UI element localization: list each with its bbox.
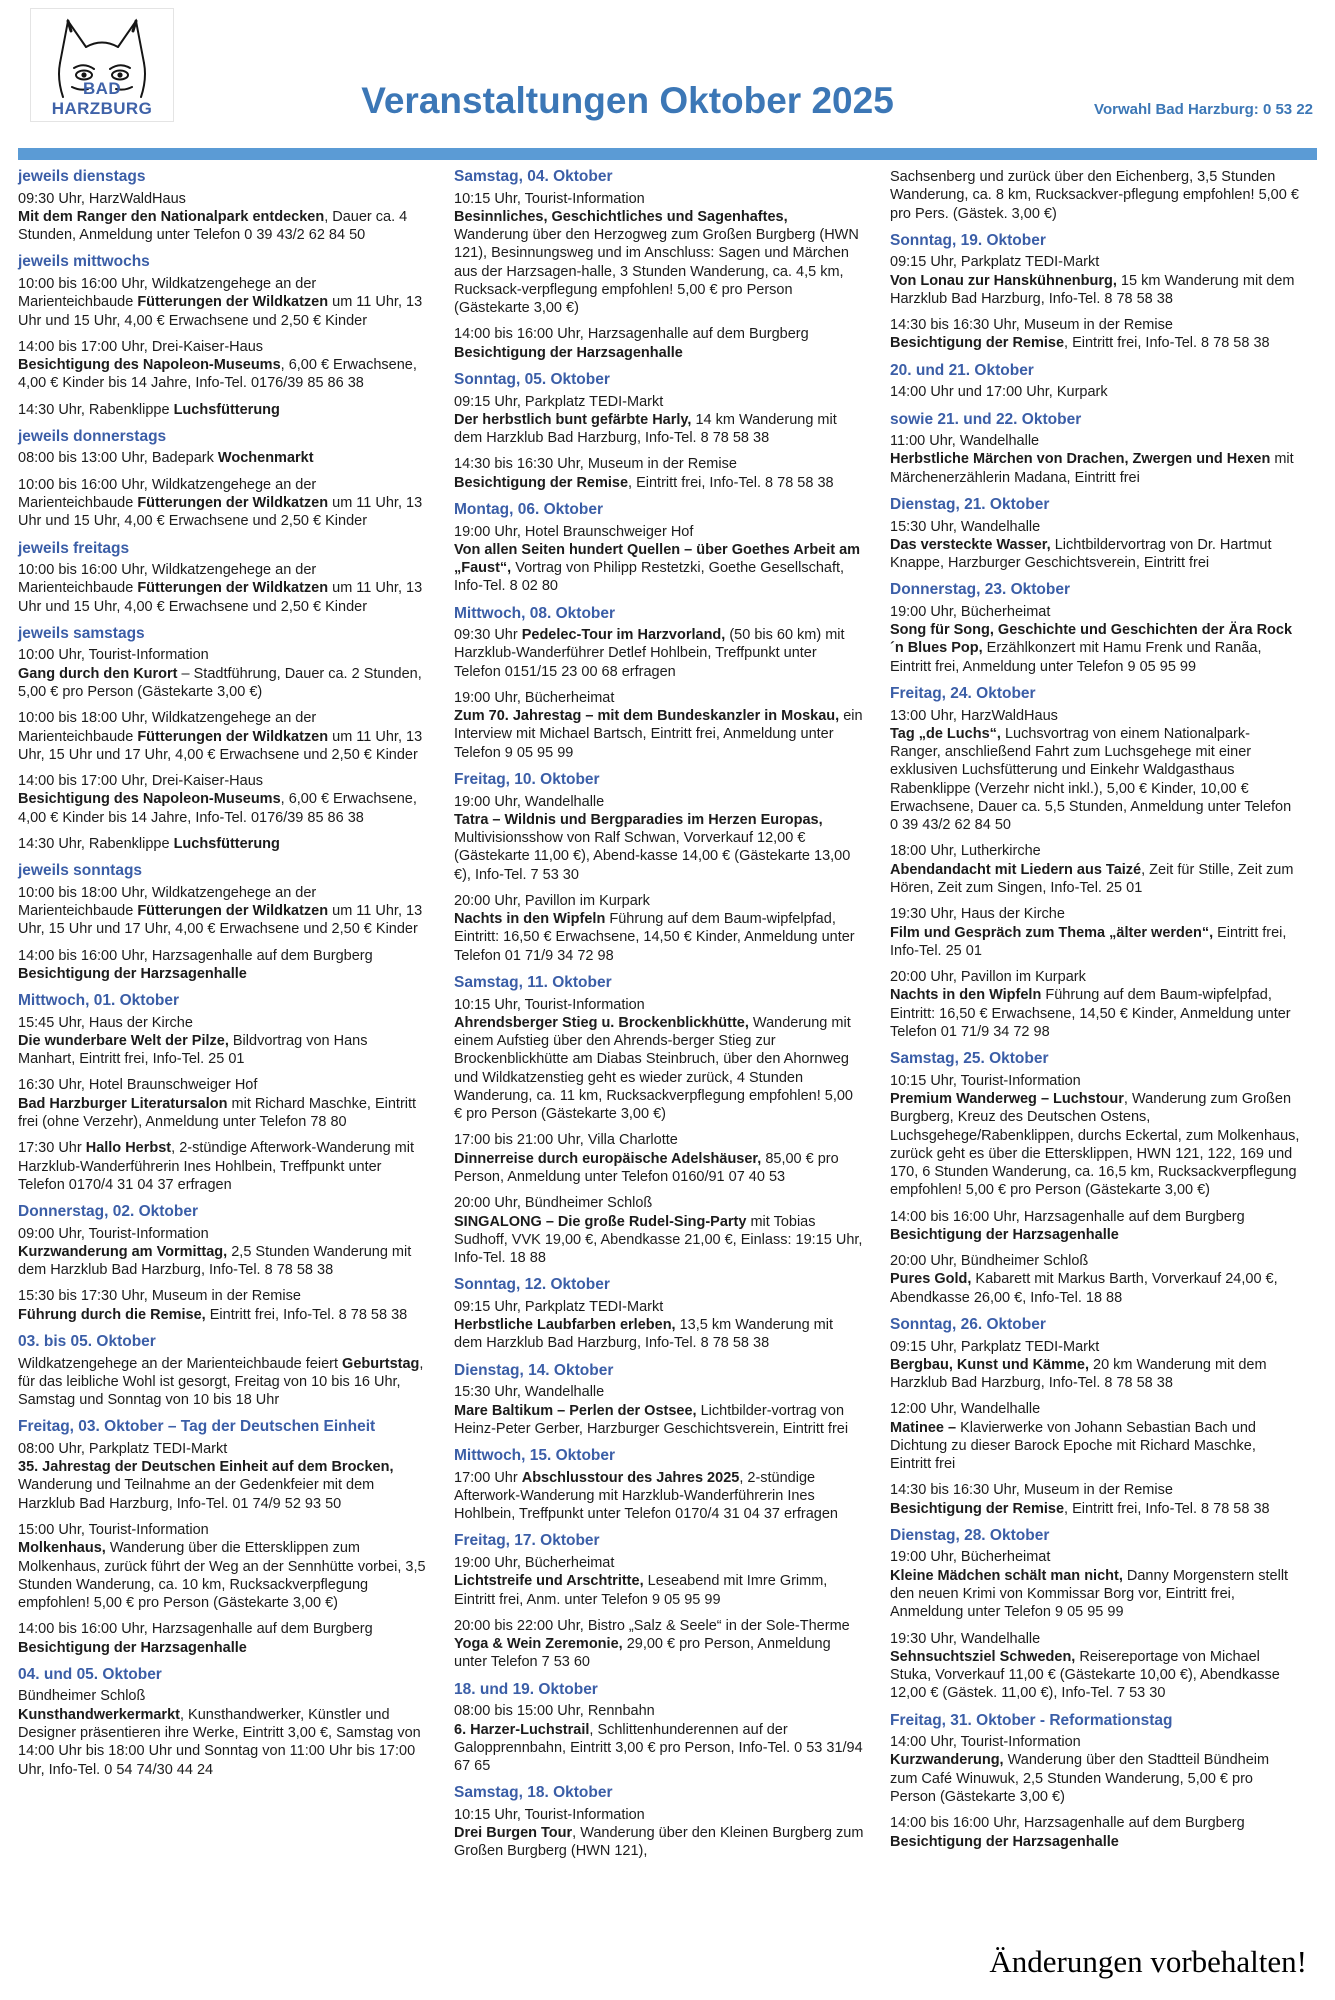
event-entry: 14:00 Uhr, Tourist-Information Kurzwanderung, Wanderung über den Stadtteil Bündheim zum Café Winuwuk, 2,5 Stunden Wanderung, 5,00 € pro Person (Gästekarte 3,00 €) xyxy=(890,1734,1270,1805)
event-entry: 14:00 bis 16:00 Uhr, Harzsagenhalle auf dem Burgberg Besichtigung der Harzsagenhalle xyxy=(18,947,373,982)
date-heading: Dienstag, 28. Oktober xyxy=(890,1526,1050,1544)
event-entry: 19:00 Uhr, Bücherheimat Lichtstreife und Arschtritte, Leseabend mit Imre Grimm, Eintritt frei, Anm. unter Telefon 9 05 95 99 xyxy=(454,1555,828,1608)
logo-text: BAD HARZBURG xyxy=(51,79,153,118)
column-2 xyxy=(454,168,864,1869)
event-entry: 14:30 bis 16:30 Uhr, Museum in der Remise Besichtigung der Remise, Eintritt frei, Info-Tel. 8 78 58 38 xyxy=(454,456,834,491)
event-entry: 17:00 bis 21:00 Uhr, Villa Charlotte Dinnerreise durch europäische Adelshäuser, 85,00 € pro Person, Anmeldung unter Telefon 0160/91 07 40 53 xyxy=(454,1132,839,1185)
date-heading: sowie 21. und 22. Oktober xyxy=(890,410,1082,428)
date-heading: Donnerstag, 23. Oktober xyxy=(890,581,1071,599)
date-heading: Freitag, 31. Oktober - Reformationstag xyxy=(890,1711,1173,1729)
event-entry: 09:15 Uhr, Parkplatz TEDI-Markt Herbstliche Laubfarben erleben, 13,5 km Wanderung mit dem Harzklub Bad Harzburg, Info-Tel. 8 78 58 38 xyxy=(454,1298,834,1352)
date-heading: Dienstag, 21. Oktober xyxy=(890,495,1050,513)
event-entry: 19:00 Uhr, Bücherheimat Zum 70. Jahrestag – mit dem Bundeskanzler in Moskau, ein Interview mit Michael Bartsch, Eintritt frei, Anmeldung unter Telefon 9 05 95 99 xyxy=(454,689,863,761)
column-3 xyxy=(890,168,1300,1869)
event-entry: 18:00 Uhr, Lutherkirche Abendandacht mit Liedern aus Taizé, Zeit für Stille, Zeit zum Hören, Zeit zum Singen, Info-Tel. 25 01 xyxy=(890,843,1294,896)
event-entry: 15:45 Uhr, Haus der Kirche Die wunderbare Welt der Pilze, Bildvortrag von Hans Manhart, Eintritt frei, Info-Tel. 25 01 xyxy=(18,1014,368,1068)
event-entry: 10:00 Uhr, Tourist-Information Gang durch den Kurort – Stadtführung, Dauer ca. 2 Stunden, 5,00 € pro Person (Gästekarte 3,00 €) xyxy=(18,647,422,701)
date-heading: Sonntag, 26. Oktober xyxy=(890,1315,1046,1333)
event-entry: 10:15 Uhr, Tourist-Information Drei Burgen Tour, Wanderung über den Kleinen Burgberg zum Großen Burgberg (HWN 121), xyxy=(454,1806,864,1860)
event-entry: 20:00 Uhr, Pavillon im Kurpark Nachts in den Wipfeln Führung auf dem Baum-wipfelpfad, Eintritt: 16,50 € Erwachsene, 14,50 € Kinder, Anmeldung unter Telefon 01 71/9 34 72 98 xyxy=(890,969,1291,1040)
date-heading: Sonntag, 12. Oktober xyxy=(454,1276,610,1294)
date-heading: Donnerstag, 02. Oktober xyxy=(18,1203,199,1221)
event-entry: 15:30 Uhr, Wandelhalle Mare Baltikum – Perlen der Ostsee, Lichtbilder-vortrag von Heinz-Peter Gerber, Harzburger Geschichtsverein, Eintritt frei xyxy=(454,1384,849,1437)
event-entry: 10:15 Uhr, Tourist-Information Besinnliches, Geschichtliches und Sagenhaftes, Wanderung über den Herzogweg zum Großen Burgberg (HWN 121), Besinnungsweg und im Anschluss: Sagen und Märchen aus der Harzsagen-halle, 3 Stunden Wanderung, ca. 4,5 km, Rucksack-verpflegung empfohlen! 5,00 € pro Person (Gästekarte 3,00 €) xyxy=(454,190,859,317)
event-entry: Wildkatzengehege an der Marienteichbaude feiert Geburtstag, für das leibliche Wohl ist gesorgt, Freitag von 10 bis 16 Uhr, Samstag und Sonntag von 10 bis 18 Uhr xyxy=(18,1355,424,1409)
event-entry: 09:15 Uhr, Parkplatz TEDI-Markt Bergbau, Kunst und Kämme, 20 km Wanderung mit dem Harzklub Bad Harzburg, Info-Tel. 8 78 58 38 xyxy=(890,1338,1267,1392)
event-entry: 14:30 Uhr, Rabenklippe Luchsfütterung xyxy=(18,835,280,852)
date-heading: jeweils donnerstags xyxy=(18,427,167,445)
event-entry: 19:00 Uhr, Wandelhalle Tatra – Wildnis und Bergparadies im Herzen Europas, Multivisionsshow von Ralf Schwan, Vorverkauf 12,00 € (Gästekarte 11,00 €), Abend-kasse 14,00 € (Gästekarte 13,00 €), Info-Tel. 7 53 30 xyxy=(454,793,851,883)
date-heading: Mittwoch, 08. Oktober xyxy=(454,604,616,622)
event-entry: 19:00 Uhr, Bücherheimat Kleine Mädchen schält man nicht, Danny Morgenstern stellt den neuen Krimi von Kommissar Borg vor, Eintritt frei, Anmeldung unter Telefon 9 05 95 99 xyxy=(890,1549,1289,1621)
event-entry: 19:30 Uhr, Haus der Kirche Film und Gespräch zum Thema „älter werden“, Eintritt frei, Info-Tel. 25 01 xyxy=(890,906,1287,959)
event-entry: 16:30 Uhr, Hotel Braunschweiger Hof Bad Harzburger Literatursalon mit Richard Maschke, Eintritt frei (ohne Verzehr), Anmeldung unter Telefon 78 80 xyxy=(18,1077,417,1130)
event-entry: 14:00 bis 16:00 Uhr, Harzsagenhalle auf dem Burgberg Besichtigung der Harzsagenhalle xyxy=(890,1208,1245,1243)
event-columns xyxy=(18,168,1300,1869)
date-heading: Montag, 06. Oktober xyxy=(454,500,603,518)
date-heading: Freitag, 03. Oktober – Tag der Deutschen Einheit xyxy=(18,1418,376,1436)
date-heading: jeweils sonntags xyxy=(18,862,143,880)
event-entry: 20:00 bis 22:00 Uhr, Bistro „Salz & Seele“ in der Sole-Therme Yoga & Wein Zeremonie, 29,00 € pro Person, Anmeldung unter Telefon 7 53 60 xyxy=(454,1617,850,1671)
event-entry: Sachsenberg und zurück über den Eichenberg, 3,5 Stunden Wanderung, ca. 8 km, Rucksackver-pflegung empfohlen! 5,00 € pro Pers. (Gästek. 3,00 €) xyxy=(890,169,1299,222)
event-entry: 11:00 Uhr, Wandelhalle Herbstliche Märchen von Drachen, Zwergen und Hexen mit Märchenerzählerin Madana, Eintritt frei xyxy=(890,433,1294,486)
date-heading: 20. und 21. Oktober xyxy=(890,361,1034,379)
date-heading: 18. und 19. Oktober xyxy=(454,1680,598,1698)
event-entry: 17:00 Uhr Abschlusstour des Jahres 2025, 2-stündige Afterwork-Wanderung mit Harzklub-Wanderführerin Ines Hohlbein, Treffpunkt unter Telefon 0170/4 31 04 37 erfragen xyxy=(454,1469,838,1523)
changes-reserved-note: Änderungen vorbehalten! xyxy=(989,1944,1307,1979)
event-entry: 13:00 Uhr, HarzWaldHaus Tag „de Luchs“, Luchsvortrag von einem Nationalpark-Ranger, anschließend Fahrt zum Luchsgehege mit einer exklusiven Luchsfütterung und Einkehr Waldgasthaus Rabenklippe (Verzehr nicht inkl.), 5,00 € Kinder, 10,00 € Erwachsene, Dauer ca. 5,5 Stunden, Anmeldung unter Telefon 0 39 43/2 62 84 50 xyxy=(890,707,1292,834)
event-entry: 14:00 bis 16:00 Uhr, Harzsagenhalle auf dem Burgberg Besichtigung der Harzsagenhalle xyxy=(890,1815,1245,1850)
date-heading: jeweils samstags xyxy=(18,624,145,642)
event-entry: 19:30 Uhr, Wandelhalle Sehnsuchtsziel Schweden, Reisereportage von Michael Stuka, Vorverkauf 11,00 € (Gästekarte 10,00 €), Abendkasse 12,00 € (Gästek. 11,00 €), Info-Tel. 7 53 30 xyxy=(890,1630,1280,1702)
date-heading: Mittwoch, 15. Oktober xyxy=(454,1447,616,1465)
date-heading: jeweils mittwochs xyxy=(18,253,150,271)
date-heading: Freitag, 17. Oktober xyxy=(454,1532,600,1550)
event-entry: 14:30 bis 16:30 Uhr, Museum in der Remise Besichtigung der Remise, Eintritt frei, Info-Tel. 8 78 58 38 xyxy=(890,317,1270,352)
event-entry: 10:00 bis 16:00 Uhr, Wildkatzengehege an der Marienteichbaude Fütterungen der Wildkatzen um 11 Uhr, 13 Uhr und 15 Uhr, 4,00 € Erwachsene und 2,50 € Kinder xyxy=(18,562,423,615)
date-heading: Dienstag, 14. Oktober xyxy=(454,1361,614,1379)
event-entry: 10:15 Uhr, Tourist-Information Premium Wanderweg – Luchstour, Wanderung zum Großen Burgberg, Kreuz des Deutschen Ostens, Luchsgehege/Rabenklippen, durchs Eckertal, zum Molkenhaus, zurück geht es über die Ettersklippen, HWN 121, 122, 169 und 170, 6 Stunden Wanderung, ca. 16,5 km, Rucksackverpflegung empfohlen! 5,00 € pro Person (Gästekarte 3,00 €) xyxy=(890,1072,1300,1199)
date-heading: Samstag, 11. Oktober xyxy=(454,974,612,991)
event-entry: 14:00 bis 16:00 Uhr, Harzsagenhalle auf dem Burgberg Besichtigung der Harzsagenhalle xyxy=(454,326,809,361)
event-entry: 14:00 Uhr und 17:00 Uhr, Kurpark xyxy=(890,384,1108,401)
event-entry: 19:00 Uhr, Bücherheimat Song für Song, Geschichte und Geschichten der Ära Rock´n Blues Pop, Erzählkonzert mit Hamu Frenk und Ranãa, Eintritt frei, Anmeldung unter Telefon 9 05 95 99 xyxy=(890,603,1293,675)
date-heading: jeweils dienstags xyxy=(18,168,146,185)
date-heading: 04. und 05. Oktober xyxy=(18,1665,162,1683)
event-entry: 10:00 bis 16:00 Uhr, Wildkatzengehege an der Marienteichbaude Fütterungen der Wildkatzen um 11 Uhr, 13 Uhr und 15 Uhr, 4,00 € Erwachsene und 2,50 € Kinder xyxy=(18,476,423,530)
date-heading: Samstag, 04. Oktober xyxy=(454,168,613,185)
event-entry: 20:00 Uhr, Bündheimer Schloß Pures Gold, Kabarett mit Markus Barth, Vorverkauf 24,00 €, Abendkasse 26,00 €, Info-Tel. 18 88 xyxy=(890,1253,1278,1306)
event-entry: 17:30 Uhr Hallo Herbst, 2-stündige Afterwork-Wanderung mit Harzklub-Wanderführerin Ines Hohlbein, Treffpunkt unter Telefon 0170/4 31 04 37 erfragen xyxy=(18,1140,414,1193)
event-entry: 14:00 bis 16:00 Uhr, Harzsagenhalle auf dem Burgberg Besichtigung der Harzsagenhalle xyxy=(18,1621,373,1656)
date-heading: Sonntag, 19. Oktober xyxy=(890,231,1046,249)
date-heading: Sonntag, 05. Oktober xyxy=(454,370,610,388)
event-entry: 14:00 bis 17:00 Uhr, Drei-Kaiser-Haus Besichtigung des Napoleon-Museums, 6,00 € Erwachsene, 4,00 € Kinder bis 14 Jahre, Info-Tel. 0176/39 85 86 38 xyxy=(18,338,417,392)
header-divider-bar xyxy=(18,148,1317,160)
event-entry: 12:00 Uhr, Wandelhalle Matinee – Klavierwerke von Johann Sebastian Bach und Dichtung zu dieser Barock Epoche mit Richard Maschke, Eintritt frei xyxy=(890,1401,1256,1473)
event-entry: 20:00 Uhr, Bündheimer Schloß SINGALONG – Die große Rudel-Sing-Party mit Tobias Sudhoff, VVK 19,00 €, Abendkasse 21,00 €, Einlass: 19:15 Uhr, Info-Tel. 18 88 xyxy=(454,1195,863,1267)
event-entry: Bündheimer Schloß Kunsthandwerkermarkt, Kunsthandwerker, Künstler und Designer präsentieren ihre Werke, Eintritt 3,00 €, Samstag von 14:00 Uhr bis 18:00 Uhr und Sonntag von 11:00 Uhr bis 17:00 Uhr, Info-Tel. 0 54 74/30 44 24 xyxy=(18,1688,421,1778)
event-entry: 09:30 Uhr, HarzWaldHaus Mit dem Ranger den Nationalpark entdecken, Dauer ca. 4 Stunden, Anmeldung unter Telefon 0 39 43/2 62 84 50 xyxy=(18,190,408,244)
event-entry: 09:15 Uhr, Parkplatz TEDI-Markt Von Lonau zur Hanskühnenburg, 15 km Wanderung mit dem Harzklub Bad Harzburg, Info-Tel. 8 78 58 38 xyxy=(890,254,1295,307)
event-entry: 15:30 Uhr, Wandelhalle Das versteckte Wasser, Lichtbildervortrag von Dr. Hartmut Knappe, Harzburger Geschichtsverein, Eintritt frei xyxy=(890,518,1272,572)
event-entry: 09:00 Uhr, Tourist-Information Kurzwanderung am Vormittag, 2,5 Stunden Wanderung mit dem Harzklub Bad Harzburg, Info-Tel. 8 78 58 38 xyxy=(18,1225,412,1279)
date-heading: Samstag, 18. Oktober xyxy=(454,1784,613,1802)
event-entry: 14:30 bis 16:30 Uhr, Museum in der Remise Besichtigung der Remise, Eintritt frei, Info-Tel. 8 78 58 38 xyxy=(890,1482,1270,1517)
event-entry: 10:00 bis 16:00 Uhr, Wildkatzengehege an der Marienteichbaude Fütterungen der Wildkatzen um 11 Uhr, 13 Uhr und 15 Uhr, 4,00 € Erwachsene und 2,50 € Kinder xyxy=(18,275,423,329)
event-entry: 09:15 Uhr, Parkplatz TEDI-Markt Der herbstlich bunt gefärbte Harly, 14 km Wanderung mit dem Harzklub Bad Harzburg, Info-Tel. 8 78 58 38 xyxy=(454,393,837,447)
event-entry: 08:00 bis 15:00 Uhr, Rennbahn 6. Harzer-Luchstrail, Schlittenhunderennen auf der Galopprennbahn, Eintritt 3,00 € pro Person, Info-Tel. 0 53 31/94 67 65 xyxy=(454,1703,863,1775)
date-heading: 03. bis 05. Oktober xyxy=(18,1332,156,1350)
date-heading: Freitag, 24. Oktober xyxy=(890,685,1036,703)
event-entry: 14:00 bis 17:00 Uhr, Drei-Kaiser-Haus Besichtigung des Napoleon-Museums, 6,00 € Erwachsene, 4,00 € Kinder bis 14 Jahre, Info-Tel. 0176/39 85 86 38 xyxy=(18,773,417,826)
event-entry: 08:00 bis 13:00 Uhr, Badepark Wochenmarkt xyxy=(18,450,314,467)
event-entry: 15:00 Uhr, Tourist-Information Molkenhaus, Wanderung über die Ettersklippen zum Molkenhaus, zurück führt der Weg an der Sennhütte vorbei, 3,5 Stunden Wanderung, ca. 10 km, Rucksackverpflegung empfohlen! 5,00 € pro Person (Gästekarte 3,00 €) xyxy=(18,1522,426,1612)
event-entry: 14:30 Uhr, Rabenklippe Luchsfütterung xyxy=(18,401,280,418)
date-heading: Freitag, 10. Oktober xyxy=(454,771,600,789)
event-entry: 10:15 Uhr, Tourist-Information Ahrendsberger Stieg u. Brockenblickhütte, Wanderung mit einem Aufstieg über den Ahrends-berger Stieg zur Brockenblickhütte am Diabas Steinbruch, über den Ahornweg und Wildkatzenstieg geht es wieder zurück, 4 Stunden Wanderung, ca. 11 km, Rucksackverpflegung empfohlen! 5,00 € pro Person (Gästekarte 3,00 €) xyxy=(454,996,853,1123)
column-1 xyxy=(18,168,428,1869)
date-heading: jeweils freitags xyxy=(18,539,130,557)
event-entry: 10:00 bis 18:00 Uhr, Wildkatzengehege an der Marienteichbaude Fütterungen der Wildkatzen um 11 Uhr, 13 Uhr, 15 Uhr und 17 Uhr, 4,00 € Erwachsene und 2,50 € Kinder xyxy=(18,710,423,763)
event-entry: 19:00 Uhr, Hotel Braunschweiger Hof Von allen Seiten hundert Quellen – über Goethes Arbeit am „Faust“, Vortrag von Philipp Restetzki, Goethe Gesellschaft, Info-Tel. 8 02 80 xyxy=(454,523,861,595)
date-heading: Mittwoch, 01. Oktober xyxy=(18,992,180,1010)
event-entry: 10:00 bis 18:00 Uhr, Wildkatzengehege an der Marienteichbaude Fütterungen der Wildkatzen um 11 Uhr, 13 Uhr, 15 Uhr und 17 Uhr, 4,00 € Erwachsene und 2,50 € Kinder xyxy=(18,884,423,938)
event-entry: 08:00 Uhr, Parkplatz TEDI-Markt 35. Jahrestag der Deutschen Einheit auf dem Brocken, Wanderung und Teilnahme an der Gedenkfeier mit dem Harzklub Bad Harzburg, Info-Tel. 01 74/9 52 93 50 xyxy=(18,1440,394,1512)
event-entry: 09:30 Uhr Pedelec-Tour im Harzvorland, (50 bis 60 km) mit Harzklub-Wanderführer Detlef Hohlbein, Treffpunkt unter Telefon 0151/15 23 00 68 erfragen xyxy=(454,627,845,680)
area-code-note: Vorwahl Bad Harzburg: 0 53 22 xyxy=(1094,101,1313,118)
event-entry: 15:30 bis 17:30 Uhr, Museum in der Remise Führung durch die Remise, Eintritt frei, Info-Tel. 8 78 58 38 xyxy=(18,1288,408,1323)
page-title: Veranstaltungen Oktober 2025 xyxy=(361,80,894,121)
event-entry: 20:00 Uhr, Pavillon im Kurpark Nachts in den Wipfeln Führung auf dem Baum-wipfelpfad, Eintritt: 16,50 € Erwachsene, 14,50 € Kinder, Anmeldung unter Telefon 01 71/9 34 72 98 xyxy=(454,892,855,964)
date-heading: Samstag, 25. Oktober xyxy=(890,1050,1049,1068)
